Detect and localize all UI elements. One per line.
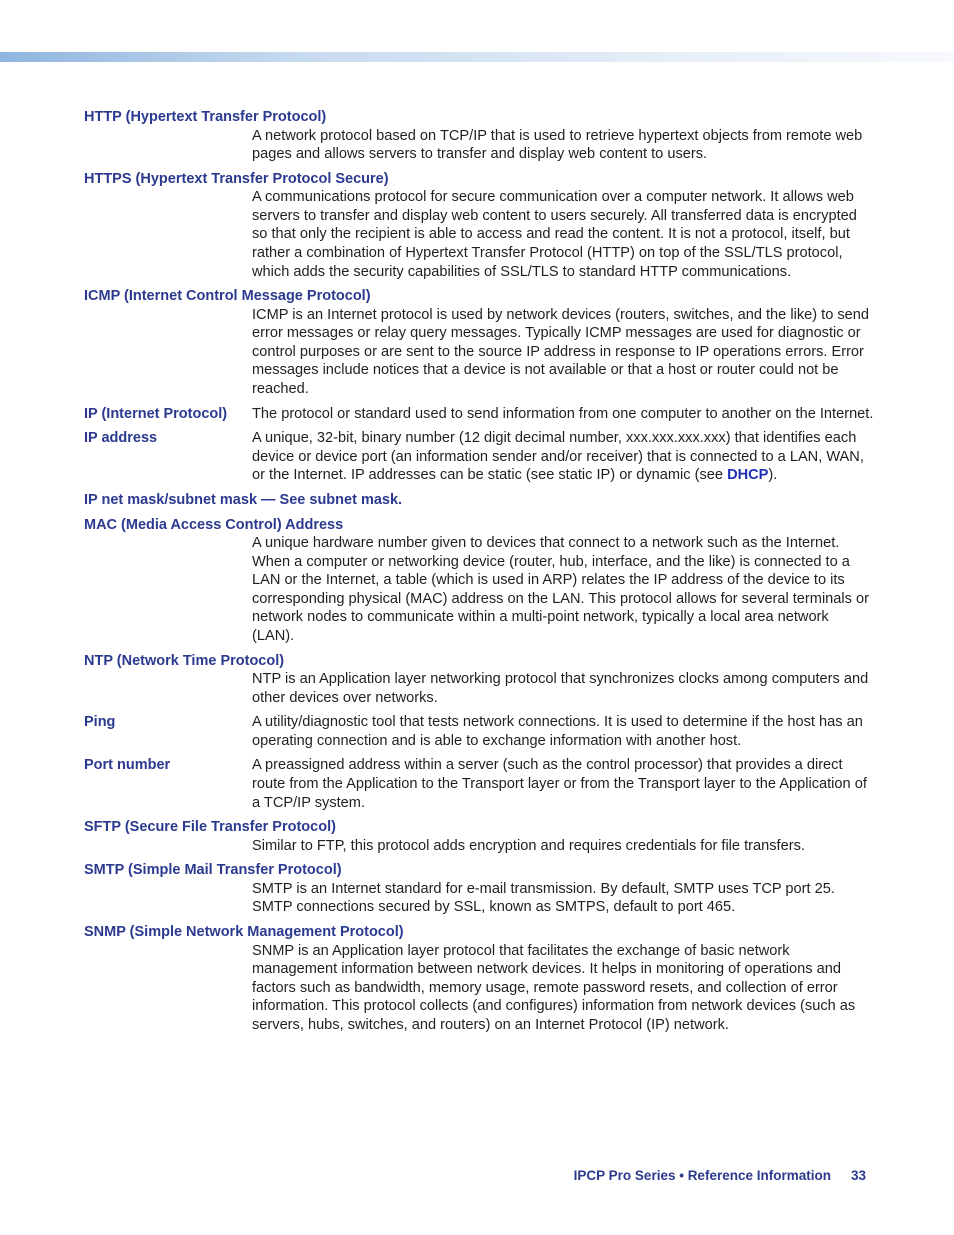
glossary-definition bbox=[252, 429, 874, 485]
glossary-definition: A communications protocol for secure communication over a computer network. It allows web servers to transfer and display web content to users securely. All transferred data is encrypted so that only the recipient is able to access and read the content. It is not a protocol, itself, but rather a combination of Hypertext Transfer Protocol (HTTP) on top of the SSL/TLS protocol, which adds the security capabilities of SSL/TLS to standard HTTP communications. bbox=[252, 189, 857, 280]
glossary-entry bbox=[84, 652, 874, 708]
glossary-definition: A utility/diagnostic tool that tests network connections. It is used to determine if the host has an operating connection and is able to exchange information with another host. bbox=[252, 714, 863, 749]
glossary-term: SNMP (Simple Network Management Protocol) bbox=[84, 924, 404, 940]
glossary-definition: SNMP is an Application layer protocol that facilitates the exchange of basic network management information between network devices. It helps in monitoring of operations and factors such as bandwidth, memory usage, remote password resets, and collection of error information. This protocol collects (and configures) information from network devices (such as servers, hubs, switches, and routers) on an Internet Protocol (IP) network. bbox=[252, 942, 856, 1033]
glossary-definition: A preassigned address within a server (such as the control processor) that provides a direct route from the Application to the Transport layer or from the Transport layer to the Application of a TCP/IP system. bbox=[252, 757, 867, 811]
glossary-term: IP address bbox=[84, 430, 158, 447]
glossary-term: SFTP (Secure File Transfer Protocol) bbox=[84, 819, 336, 836]
glossary-term: IP (Internet Protocol) bbox=[84, 405, 228, 422]
glossary-term: IP net mask/subnet mask — See subnet mask. bbox=[84, 492, 403, 508]
glossary-definition: NTP is an Application layer networking protocol that synchronizes clocks among computers and other devices over networks. bbox=[252, 671, 869, 706]
glossary-term: SMTP (Simple Mail Transfer Protocol) bbox=[84, 862, 342, 879]
glossary-term: MAC (Media Access Control) Address bbox=[84, 516, 344, 533]
glossary-entry bbox=[84, 923, 874, 1034]
glossary-entry bbox=[84, 713, 874, 750]
glossary-entry bbox=[84, 108, 874, 164]
glossary-entry bbox=[84, 516, 874, 646]
glossary-entry bbox=[84, 429, 874, 485]
glossary-term: Port number bbox=[84, 757, 171, 774]
glossary-entry bbox=[84, 756, 874, 812]
glossary-term: HTTP (Hypertext Transfer Protocol) bbox=[84, 109, 327, 125]
page-number: 33 bbox=[850, 1168, 866, 1183]
glossary-term: ICMP (Internet Control Message Protocol) bbox=[84, 288, 371, 305]
glossary-term: HTTPS (Hypertext Transfer Protocol Secure) bbox=[84, 170, 389, 187]
glossary-term: NTP (Network Time Protocol) bbox=[84, 652, 285, 669]
footer-title: IPCP Pro Series • Reference Information bbox=[573, 1168, 831, 1183]
glossary-entry bbox=[84, 491, 874, 510]
glossary-entry bbox=[84, 287, 874, 398]
glossary bbox=[84, 108, 874, 1040]
glossary-entry bbox=[84, 818, 874, 855]
definition-text-end: ). bbox=[768, 467, 778, 484]
dhcp-link[interactable]: DHCP bbox=[727, 467, 769, 484]
glossary-definition: SMTP is an Internet standard for e-mail transmission. By default, SMTP uses TCP port 25. SMTP connections secured by SSL, known as SMTPS, default to port 465. bbox=[252, 880, 835, 916]
glossary-definition: Similar to FTP, this protocol adds encryption and requires credentials for file transfers. bbox=[252, 837, 805, 854]
glossary-definition: The protocol or standard used to send information from one computer to another on the Internet. bbox=[252, 405, 874, 422]
header-gradient-bar bbox=[0, 52, 954, 62]
glossary-entry bbox=[84, 861, 874, 917]
glossary-term: Ping bbox=[84, 714, 116, 731]
glossary-definition: A network protocol based on TCP/IP that is used to retrieve hypertext objects from remote web pages and allows servers to transfer and display web content to users. bbox=[252, 127, 863, 163]
definition-text: A unique, 32-bit, binary number (12 digit decimal number, xxx.xxx.xxx.xxx) that identifies each device or device port (an information sender and/or receiver) that is connected to a LAN, WAN, or the Internet. IP addresses can be static (see static IP) or dynamic (see bbox=[252, 430, 864, 484]
glossary-entry bbox=[84, 405, 874, 424]
glossary-definition: A unique hardware number given to devices that connect to a network such as the Internet. When a computer or networking device (router, hub, interface, and the like) is connected to a LAN or the Internet, a table (which is used in ARP) relates the IP address of the device to its corresponding physical (MAC) address on the LAN. This protocol allows for several terminals or network nodes to communicate within a multi-point network, typically a local area network (LAN). bbox=[252, 535, 869, 644]
glossary-definition: ICMP is an Internet protocol is used by network devices (routers, switches, and the like) to send error messages or relay query messages. Typically ICMP messages are used for diagnostic or control purposes or are sent to the source IP address in response to IP operations errors. Error messages include notices that a device is not available or that a host or router could not be reached. bbox=[252, 306, 870, 398]
glossary-entry bbox=[84, 170, 874, 281]
page-footer bbox=[574, 1168, 866, 1183]
